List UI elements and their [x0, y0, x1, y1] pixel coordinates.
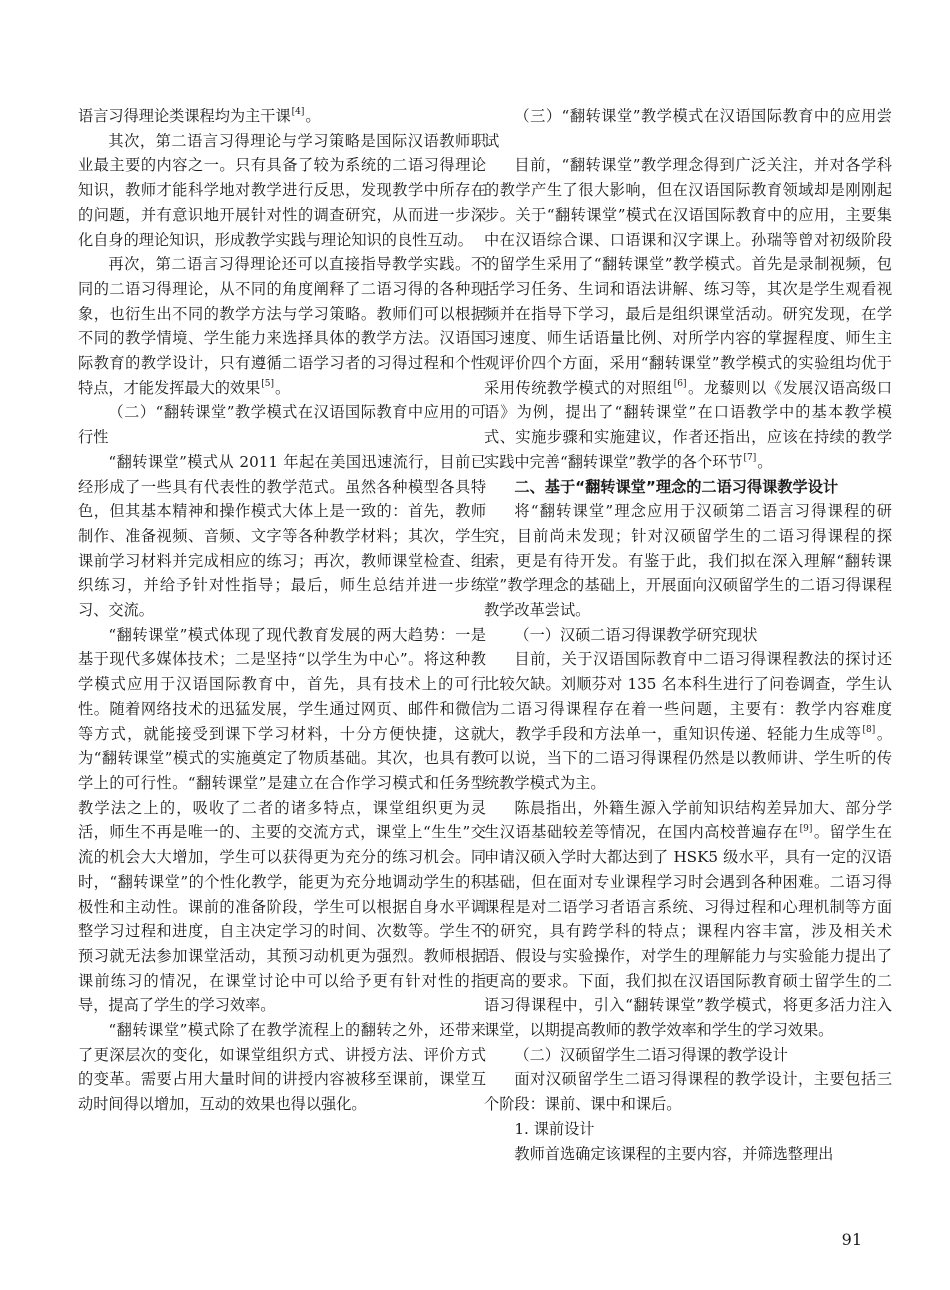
subsection-heading: （三）“翻转课堂”教学模式在汉语国际教育中的应用尝试	[484, 107, 892, 150]
citation-ref: [8]	[862, 724, 876, 735]
paragraph: 其次，第二语言习得理论与学习策略是国际汉语教师职业最主要的内容之一。只有具备了较为系统的二语习得理论知识，教师才能科学地对教学进行反思，发现教学中所存在的问题，并有意识地开展针对性的调查研究，从而进一步深化自身的理论知识，形成教学实践与理论知识的良性互动。	[78, 131, 486, 249]
subsection-heading: （二）“翻转课堂”教学模式在汉语国际教育中应用的可行性	[78, 403, 486, 447]
paragraph	[78, 252, 486, 400]
paragraph-text: 。	[275, 378, 291, 397]
paragraph-text: 目前，关于汉语国际教育中二语习得课程教法的探讨还比较欠缺。刘顺芬对 135 名本科生进行了问卷调查，学生认为二语习得课程存在着一些问题，主要有：教学内容难度大，教学手段和方法单一，重知识传递、轻能力生成等	[484, 650, 892, 743]
paragraph-text: 。龙藜则以《发展汉语高级口语》为例，提出了“翻转课堂”在口语教学中的基本教学模式、实施步骤和实施建议，作者还指出，应该在持续的教学实践中完善“翻转课堂”教学的各个环节	[484, 378, 893, 471]
paragraph-text: 。	[305, 107, 321, 125]
citation-ref: [4]	[291, 107, 305, 118]
paragraph: 面对汉硕留学生二语习得课程的教学设计，主要包括三个阶段：课前、课中和课后。	[484, 1070, 892, 1114]
paragraph-text: 再次，第二语言习得理论还可以直接指导教学实践。不同的二语习得理论，从不同的角度阐释了二语习得的各种现象，也衍生出不同的教学方法与学习策略。教师们可以根据不同的教学情境、学生能力来选择具体的教学方法。汉语国际教育的教学设计，只有遵循二语学习者的习得过程和个性特点，才能发挥最大的效果	[78, 255, 486, 397]
citation-ref: [9]	[799, 823, 813, 834]
left-column	[78, 104, 486, 1117]
paragraph	[484, 647, 892, 795]
paragraph: “翻转课堂”模式除了在教学流程上的翻转之外，还带来了更深层次的变化，如课堂组织方式、讲授方法、评价方式的变革。需要占用大量时间的讲授内容被移至课前，课堂互动时间得以增加，互动的效果也得以强化。	[78, 1021, 486, 1114]
paragraph: 教师首选确定该课程的主要内容，并筛选整理出	[514, 1144, 834, 1163]
paragraph	[484, 796, 892, 1043]
paragraph: “翻转课堂”模式体现了现代教育发展的两大趋势：一是基于现代多媒体技术；二是坚持“以学生为中心”。将这种教学模式应用于汉语国际教育中，首先，具有技术上的可行性。随着网络技术的迅猛发展，学生通过网页、邮件和微信等方式，就能接受到课下学习材料，十分方便快捷，这就为“翻转课堂”模式的实施奠定了物质基础。其次，也具有教学上的可行性。“翻转课堂”是建立在合作学习模式和任务型教学法之上的，吸收了二者的诸多特点，课堂组织更为灵活，师生不再是唯一的、主要的交流方式，课堂上“生生”交流的机会大大增加，学生可以获得更为充分的练习机会。同时，“翻转课堂”的个性化教学，能更为充分地调动学生的积极性和主动性。课前的准备阶段，学生可以根据自身水平调整学习过程和进度，自主决定学习的时间、次数等。学生不预习就无法参加课堂活动，其预习动机更为强烈。教师根据课前练习的情况，在课堂讨论中可以给予更有针对性的指导，提高了学生的学习效率。	[78, 625, 486, 1015]
paragraph	[78, 104, 486, 129]
paragraph-text: 。	[757, 452, 773, 471]
paragraph	[484, 153, 892, 474]
citation-ref: [7]	[743, 453, 757, 464]
paragraph-text: 语言习得理论类课程均为主干课	[78, 107, 291, 125]
subsection-heading: （二）汉硕留学生二语习得课的教学设计	[514, 1045, 788, 1064]
paragraph-text: 目前，“翻转课堂”教学理念得到广泛关注，并对各学科的教学产生了很大影响，但在汉语国际教育领域却是刚刚起步。关于“翻转课堂”模式在汉语国际教育中的应用，主要集中在汉语综合课、口语课和汉字课上。孙瑞等曾对初级阶段的留学生采用了“翻转课堂”教学模式。首先是录制视频，包括学习任务、生词和语法讲解、练习等，其次是学生观看视频并在指导下学习，最后是组织课堂活动。研究发现，在学习速度、师生话语量比例、对所学内容的掌握程度、师生主观评价四个方面，采用“翻转课堂”教学模式的实验组均优于采用传统教学模式的对照组	[484, 156, 892, 397]
section-title: 二、基于“翻转课堂”理念的二语习得课教学设计	[514, 477, 839, 496]
paragraph: “翻转课堂”模式从 2011 年起在美国迅速流行，目前已经形成了一些具有代表性的教学范式。虽然各种模型各具特色，但其基本精神和操作模式大体上是一致的：首先，教师制作、准备视频、音频、文字等各种教学材料；其次，学生课前学习材料并完成相应的练习；再次，教师课堂检查、组织练习，并给予针对性指导；最后，师生总结并进一步练习、交流。	[78, 452, 486, 620]
subsection-heading: （一）汉硕二语习得课教学研究现状	[514, 625, 758, 644]
right-column	[484, 104, 892, 1166]
paragraph-text: 。留学生在申请汉硕入学时大都达到了 HSK5 级水平，具有一定的汉语基础，但在面对专业课程学习时会遇到各种困难。二语习得课程是对二语学习者语言系统、习得过程和心理机制等方面的研究，具有跨学科的特点；课程内容丰富，涉及相关术语、假设与实验操作，对学生的理解能力与实验能力提出了更高的要求。下面，我们拟在汉语国际教育硕士留学生的二语习得课程中，引入“翻转课堂”教学模式，将更多活力注入课堂，以期提高教师的教学效率和学生的学习效果。	[484, 823, 893, 1040]
citation-ref: [6]	[673, 378, 687, 389]
paragraph-text: 。可以说，当下的二语习得课程仍然是以教师讲、学生听的传统教学模式为主。	[484, 724, 893, 792]
paragraph: 将“翻转课堂”理念应用于汉硕第二语言习得课程的研究，目前尚未发现；针对汉硕留学生的二语习得课程的探索，更是有待开发。有鉴于此，我们拟在深入理解“翻转课堂”教学理念的基础上，开展面向汉硕留学生的二语习得课程教学改革尝试。	[484, 502, 892, 620]
subsection-heading: 1. 课前设计	[514, 1119, 595, 1138]
page-number: 91	[841, 1230, 862, 1249]
citation-ref: [5]	[261, 378, 274, 389]
paragraph-text: 陈晨指出，外籍生源入学前知识结构差异加大、部分学生汉语基础较差等情况，在国内高校普遍存在	[484, 798, 892, 842]
